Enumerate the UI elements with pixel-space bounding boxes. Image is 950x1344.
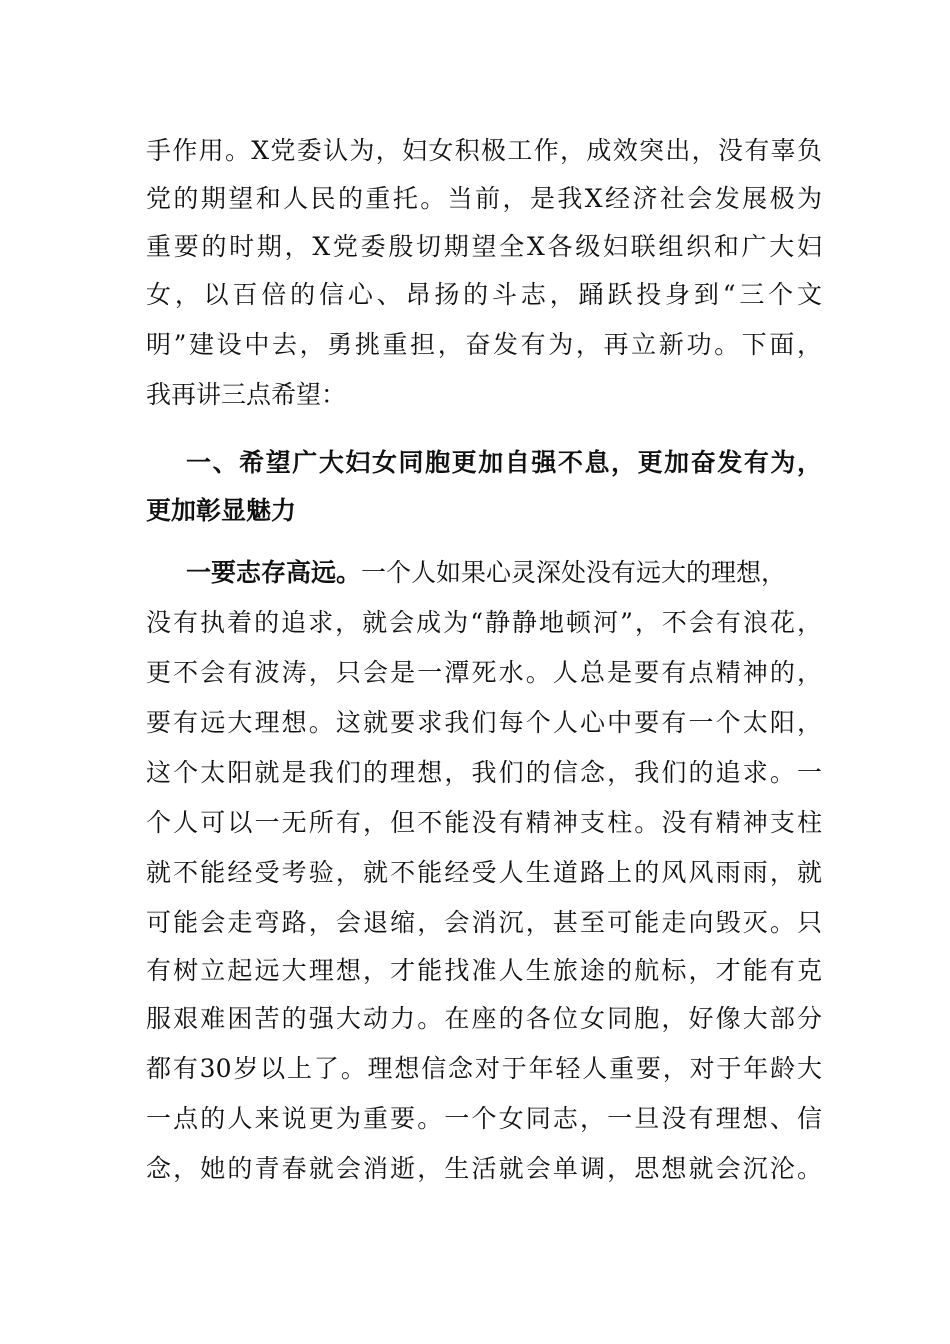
section-heading: 更加彰显魅力 [146, 496, 297, 525]
paragraph-line: 我再讲三点希望： [146, 380, 347, 409]
paragraph-line: 这个太阳就是我们的理想，我们的信念，我们的追求。一 [146, 758, 822, 787]
paragraph-line: 没有执着的追求，就会成为“静静地顿河”，不会有浪花， [146, 608, 822, 637]
paragraph-line: 手作用。X党委认为，妇女积极工作，成效突出，没有辜负 [146, 136, 822, 165]
paragraph-line: 服艰难困苦的强大动力。在座的各位女同胞，好像大部分 [146, 1004, 822, 1033]
paragraph-first-line [186, 550, 822, 596]
paragraph-lead: 一要志存高远。 [186, 558, 362, 587]
paragraph-line: 就不能经受考验，就不能经受人生道路上的风风雨雨，就 [146, 858, 822, 887]
paragraph-line: 都有30岁以上了。理想信念对于年轻人重要，对于年龄大 [146, 1054, 822, 1083]
paragraph-line: 更不会有波涛，只会是一潭死水。人总是要有点精神的， [146, 658, 822, 687]
paragraph-line: 党的期望和人民的重托。当前，是我X经济社会发展极为 [146, 184, 822, 213]
paragraph-line: 一点的人来说更为重要。一个女同志，一旦没有理想、信 [146, 1104, 822, 1133]
paragraph-line: 要有远大理想。这就要求我们每个人心中要有一个太阳， [146, 708, 822, 737]
paragraph-line: 明”建设中去，勇挑重担，奋发有为，再立新功。下面， [146, 330, 822, 359]
section-heading: 一、希望广大妇女同胞更加自强不息，更加奋发有为， [186, 448, 822, 477]
paragraph-line: 个人可以一无所有，但不能没有精神支柱。没有精神支柱 [146, 808, 822, 837]
paragraph-line: 重要的时期，X党委殷切期望全X各级妇联组织和广大妇 [146, 232, 822, 261]
paragraph-line: 念，她的青春就会消逝，生活就会单调，思想就会沉沦。 [146, 1154, 822, 1183]
paragraph-line: 可能会走弯路，会退缩，会消沉，甚至可能走向毁灭。只 [146, 908, 822, 937]
paragraph-line: 有树立起远大理想，才能找准人生旅途的航标，才能有克 [146, 956, 822, 985]
paragraph-line: 女，以百倍的信心、昂扬的斗志，踊跃投身到“三个文 [146, 280, 822, 309]
paragraph-text: 一个人如果心灵深处没有远大的理想， [361, 558, 787, 587]
